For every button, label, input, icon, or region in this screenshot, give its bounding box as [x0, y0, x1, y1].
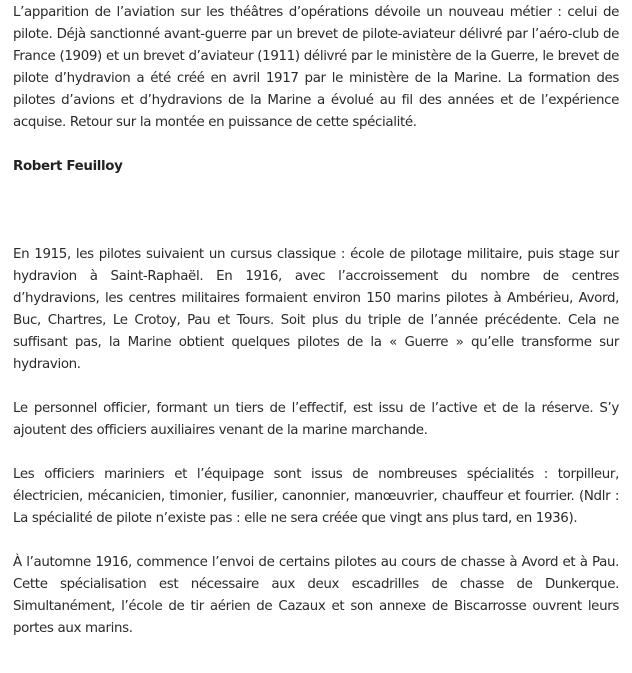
article-paragraph: En 1915, les pilotes suivaient un cursus classique : école de pilotage militaire, puis stage sur hydravion à Saint-Raphaël. En 1916, avec l’accroissement du nombre de centres d’hydravions, les centres militaires formaient environ 150 marins pilotes à Ambérieu, Avord, Buc, Chartres, Le Crotoy, Pau et Tours. Soit plus du triple de l’année précédente. Cela ne suffisant pas, la Marine obtient quelques pilotes de la « Guerre » qu’elle transforme sur hydravion.: [13, 247, 619, 372]
article-paragraph: À l’automne 1916, commence l’envoi de certains pilotes au cours de chasse à Avord et à Pau. Cette spécialisation est nécessaire aux deux escadrilles de chasse de Dunkerque. Simultanément, l’école de tir aérien de Cazaux et son annexe de Biscarrosse ouvrent leurs portes aux marins.: [13, 555, 619, 636]
article-author: Robert Feuilloy: [13, 159, 123, 174]
article-paragraph: Les officiers mariniers et l’équipage sont issus de nombreuses spécialités : torpilleur, électricien, mécanicien, timonier, fusilier, canonnier, manœuvrier, chauffeur et fourrier. (Ndlr : La spécialité de pilote n’existe pas : elle ne sera créée que vingt ans plus tard, en 1936).: [13, 467, 619, 526]
article-paragraph: Le personnel officier, formant un tiers de l’effectif, est issu de l’active et de la réserve. S’y ajoutent des officiers auxiliaires venant de la marine marchande.: [13, 401, 619, 438]
article-intro: L’apparition de l’aviation sur les théâtres d’opérations dévoile un nouveau métier : celui de pilote. Déjà sanctionné avant-guerre par un brevet de pilote-aviateur délivré par l’aéro-club de France (1909) et un brevet d’aviateur (1911) délivré par le ministère de la Guerre, le brevet de pilote d’hydravion a été créé en avril 1917 par le ministère de la Marine. La formation des pilotes d’avions et d’hydravions de la Marine a évolué au fil des années et de l’expérience acquise. Retour sur la montée en puissance de cette spécialité.: [13, 5, 619, 130]
